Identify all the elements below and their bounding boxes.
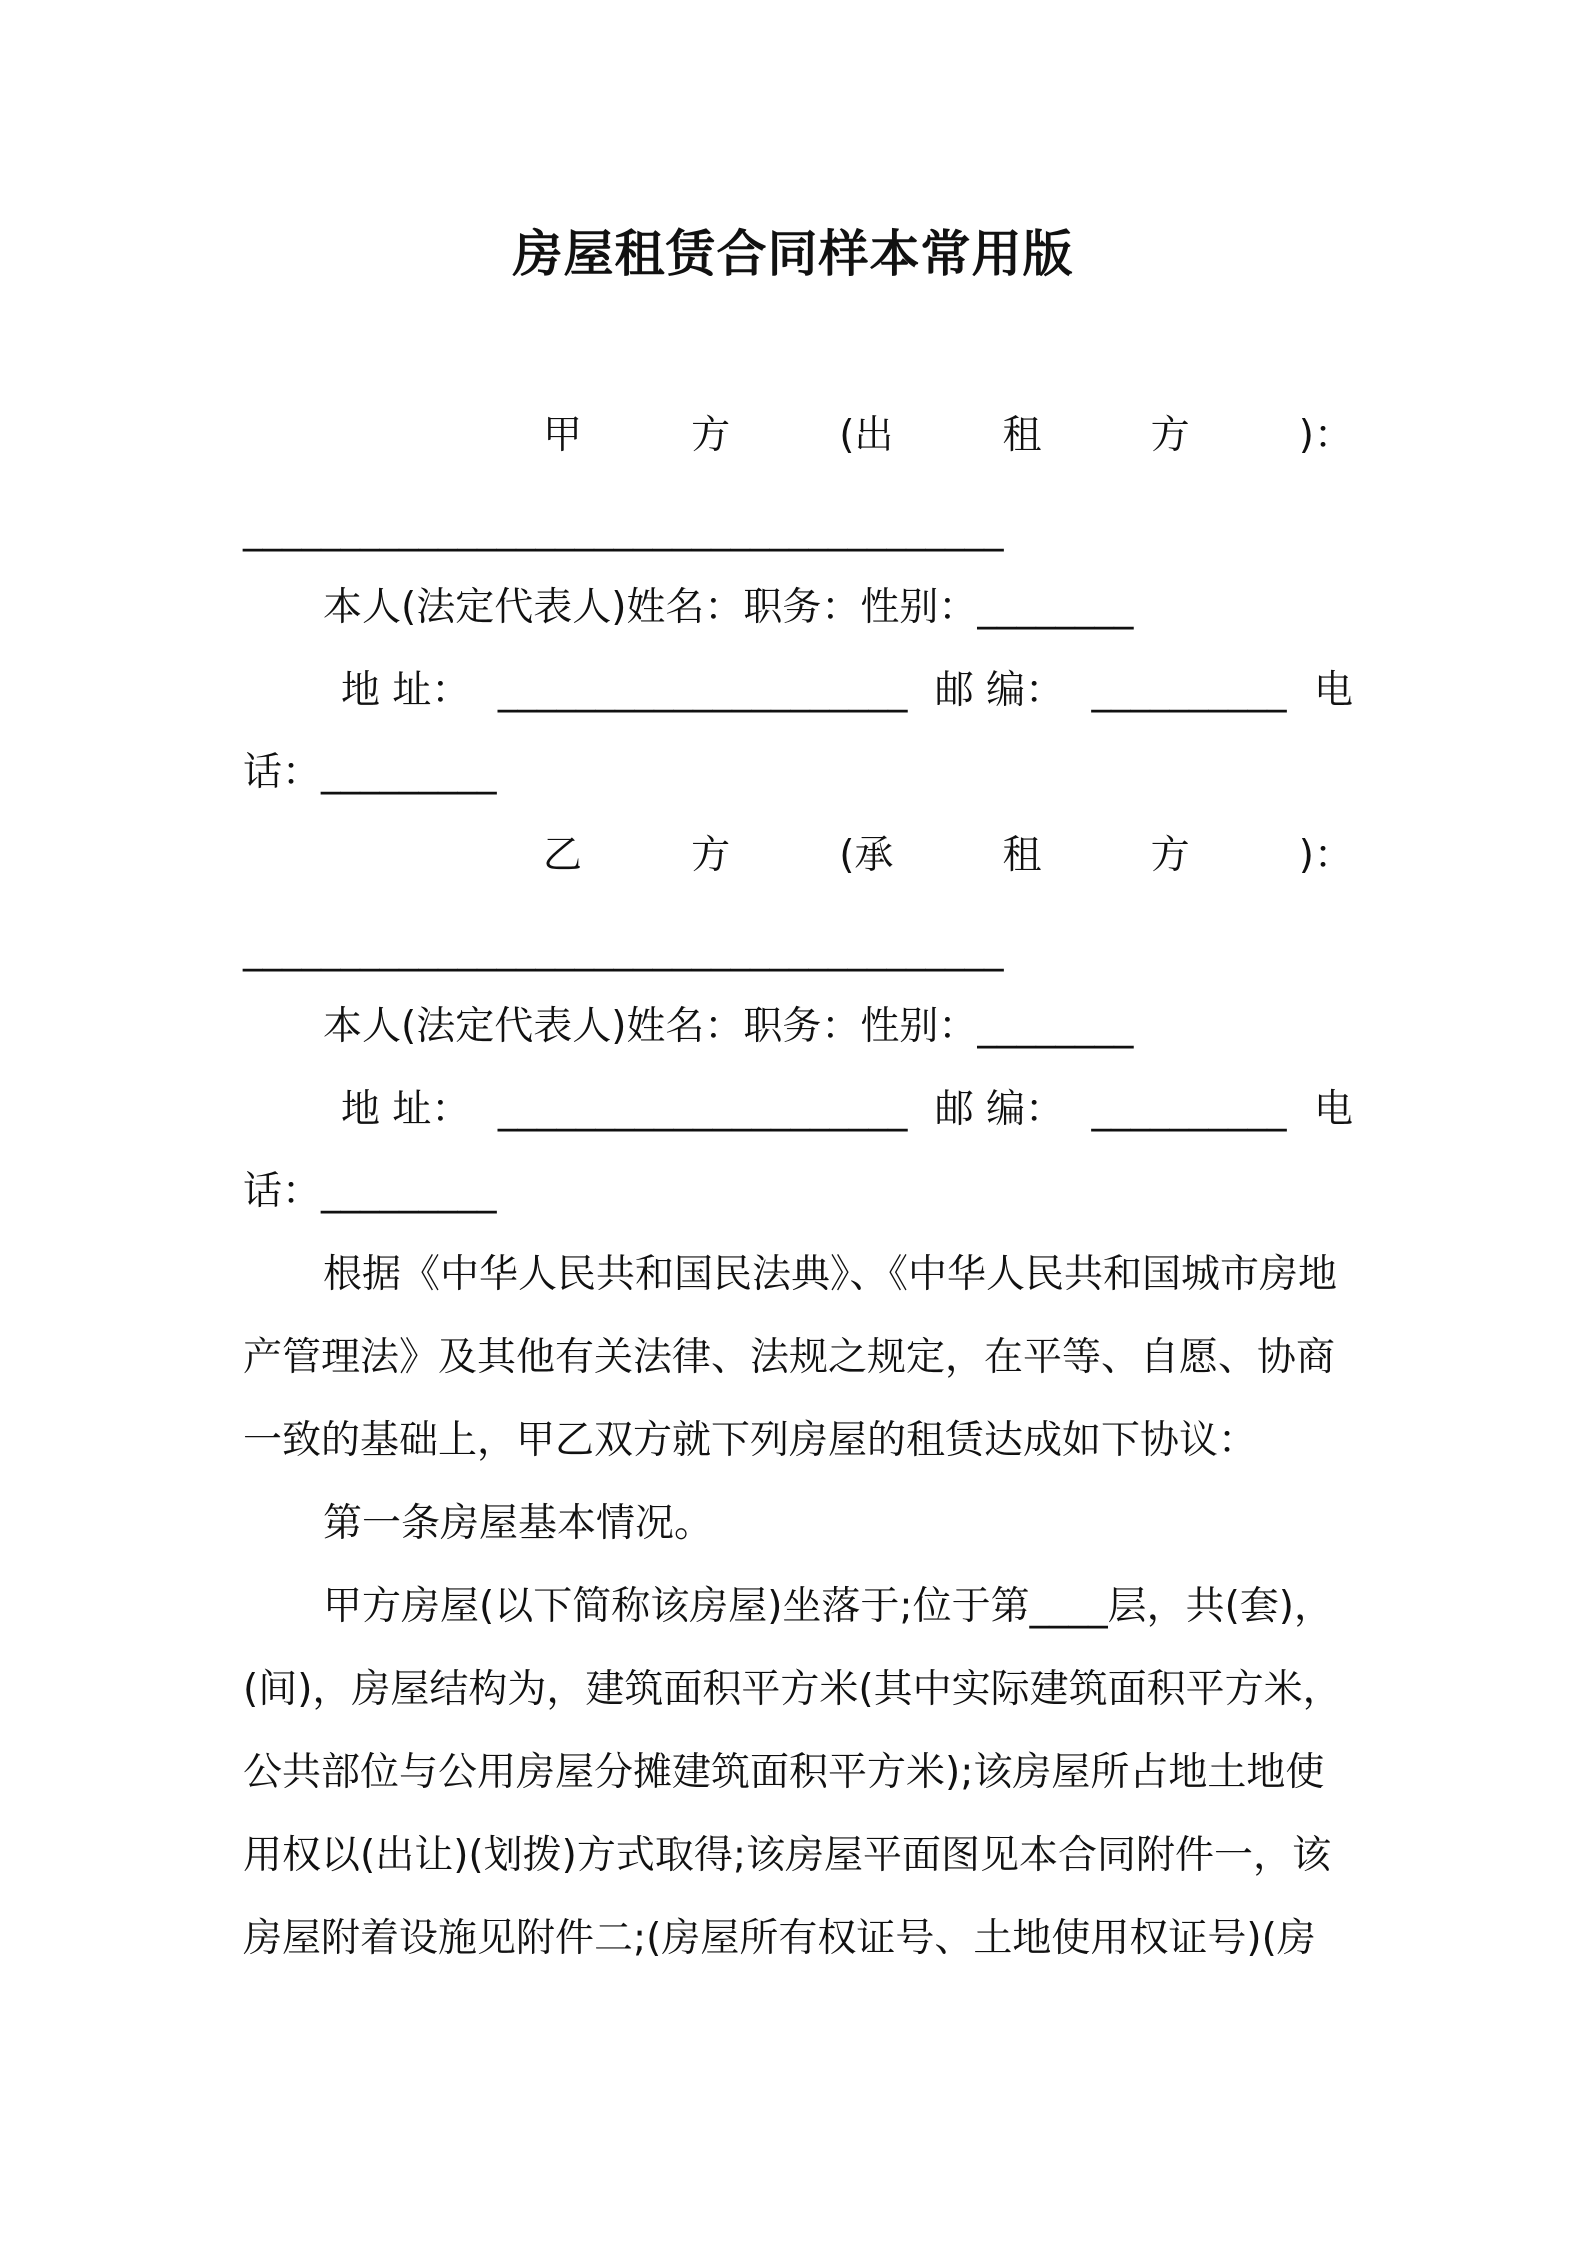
party-b-tel-line: [243, 1162, 1353, 1222]
party-b-heading-char: (承: [839, 833, 894, 878]
party-a-heading: [543, 406, 1353, 466]
preamble-line: 根据《中华人民共和国民法典》、《中华人民共和国城市房地: [323, 1252, 1338, 1297]
party-a-representative-line: 本人(法定代表人)姓名：职务：性别：________: [323, 585, 1134, 630]
party-b-zip-blank: __________: [1091, 1087, 1287, 1132]
party-b-heading-char: 租: [1002, 833, 1042, 878]
party-b-zip-label: 邮 编：: [934, 1087, 1065, 1132]
article-1-line: (间)，房屋结构为，建筑面积平方米(其中实际建筑面积平方米，: [243, 1667, 1342, 1712]
party-b-name-blank: _______________________________________: [243, 927, 1004, 972]
party-a-heading-char: 方: [691, 413, 731, 458]
party-b-heading-char: 方: [691, 833, 731, 878]
party-a-heading-char: 租: [1002, 413, 1042, 458]
party-a-name-blank: _______________________________________: [243, 507, 1004, 552]
party-a-zip-label: 邮 编：: [934, 668, 1065, 713]
party-b-heading-char: 乙: [543, 833, 583, 878]
party-a-tel-label-end: 话：: [243, 750, 322, 795]
party-a-heading-char: )：: [1298, 413, 1353, 458]
party-b-address-blank: _____________________: [497, 1087, 908, 1132]
party-a-address-blank: _____________________: [497, 668, 908, 713]
party-b-tel-label-end: 话：: [243, 1169, 322, 1214]
preamble-line: 产管理法》及其他有关法律、法规之规定，在平等、自愿、协商: [243, 1335, 1336, 1380]
article-1-line: 公共部位与公用房屋分摊建筑面积平方米);该房屋所占地土地使: [243, 1750, 1325, 1795]
party-b-heading-char: 方: [1150, 833, 1190, 878]
party-a-heading-char: 甲: [543, 413, 583, 458]
party-a-heading-char: (出: [839, 413, 894, 458]
document-title: 房屋租赁合同样本常用版: [512, 225, 1074, 283]
party-a-address-label: 地 址：: [341, 668, 471, 713]
party-a-tel-line: [243, 743, 1353, 803]
party-b-heading-char: )：: [1298, 833, 1353, 878]
party-b-tel-blank: _________: [321, 1169, 497, 1214]
party-b-heading: [543, 826, 1353, 886]
article-1-line: 甲方房屋(以下简称该房屋)坐落于;位于第____层，共(套)，: [323, 1584, 1334, 1629]
article-1-heading: 第一条房屋基本情况。: [323, 1501, 714, 1546]
party-b-representative-line: 本人(法定代表人)姓名：职务：性别：________: [323, 1004, 1134, 1049]
party-a-tel-blank: _________: [321, 750, 497, 795]
article-1-line: 房屋附着设施见附件二;(房屋所有权证号、土地使用权证号)(房: [243, 1916, 1316, 1961]
party-b-tel-label-start: 电: [1313, 1087, 1353, 1132]
party-a-heading-char: 方: [1150, 413, 1190, 458]
party-a-tel-label-start: 电: [1313, 668, 1353, 713]
party-b-address-line: [341, 1080, 1353, 1140]
article-1-line: 用权以(出让)(划拨)方式取得;该房屋平面图见本合同附件一，该: [243, 1833, 1332, 1878]
preamble-line: 一致的基础上，甲乙双方就下列房屋的租赁达成如下协议：: [243, 1418, 1258, 1463]
party-b-address-label: 地 址：: [341, 1087, 471, 1132]
party-a-address-line: [341, 661, 1353, 721]
party-a-zip-blank: __________: [1091, 668, 1287, 713]
